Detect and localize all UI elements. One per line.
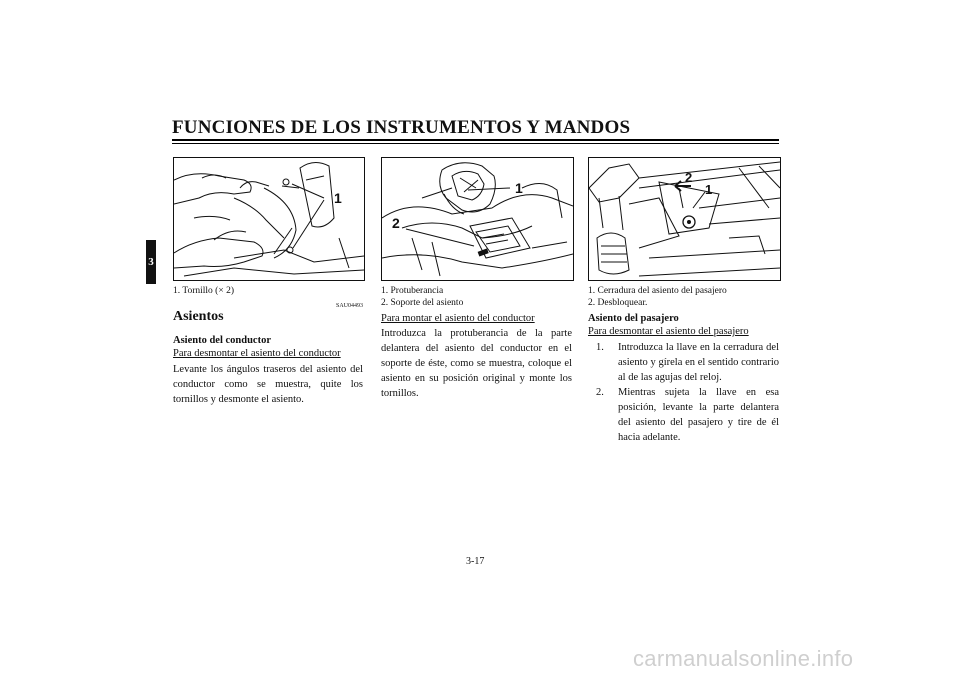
figure-seat-bolts	[173, 157, 365, 281]
figure-passenger-seat-lock	[588, 157, 781, 281]
page-number: 3-17	[466, 556, 485, 567]
step-number: 2.	[596, 387, 604, 398]
step-text: Mientras sujeta la llave en esa posición, levante la parte delantera del asiento del pasajero y tire de él hacia adelante.	[618, 387, 779, 443]
step-text: Introduzca la llave en la cerradura del asiento y gírela en el sentido contrario al de las agujas del reloj.	[618, 342, 779, 383]
figure-callout-2: 2	[392, 215, 400, 231]
figure-caption-1: 1. Tornillo (× 2)	[173, 286, 234, 296]
subheading-rider-seat: Asiento del conductor	[173, 335, 271, 346]
figure-caption-1: 1. Protuberancia	[381, 286, 444, 296]
figure-caption-1: 1. Cerradura del asiento del pasajero	[588, 286, 727, 296]
body-paragraph: Introduzca la protuberancia de la parte delantera del asiento del conductor en el soporte de éste, como se muestra, coloque el asiento en su posición original y monte los tornillos.	[381, 328, 572, 399]
figure-callout-2: 2	[685, 170, 693, 185]
chapter-tab-number: 3	[148, 256, 154, 268]
figure-seat-holder	[381, 157, 574, 281]
procedure-heading: Para desmontar el asiento del pasajero	[588, 326, 749, 337]
step-2	[596, 385, 779, 445]
figure-callout-1: 1	[515, 180, 523, 196]
figure-callout-1: 1	[334, 190, 342, 206]
seat-holder-illustration	[382, 158, 573, 280]
figure-caption-2: 2. Soporte del asiento	[381, 298, 464, 308]
subheading-passenger-seat: Asiento del pasajero	[588, 313, 679, 324]
section-code: SAU04493	[335, 303, 363, 309]
seat-bolts-illustration	[174, 158, 364, 280]
procedure-heading: Para montar el asiento del conductor	[381, 313, 535, 324]
step-number: 1.	[596, 342, 604, 353]
figure-callout-1: 1	[705, 182, 713, 197]
step-1	[596, 340, 779, 385]
figure-caption-2: 2. Desbloquear.	[588, 298, 648, 308]
header-rule-thin	[172, 143, 779, 144]
procedure-heading: Para desmontar el asiento del conductor	[173, 348, 341, 359]
watermark: carmanualsonline.info	[633, 646, 854, 671]
passenger-seat-lock-illustration	[589, 158, 780, 280]
page-header-title: FUNCIONES DE LOS INSTRUMENTOS Y MANDOS	[172, 117, 631, 138]
header-rule	[172, 139, 779, 141]
section-title: Asientos	[173, 309, 224, 324]
body-paragraph: Levante los ángulos traseros del asiento del conductor como se muestra, quite los tornillos y desmonte el asiento.	[173, 364, 363, 405]
